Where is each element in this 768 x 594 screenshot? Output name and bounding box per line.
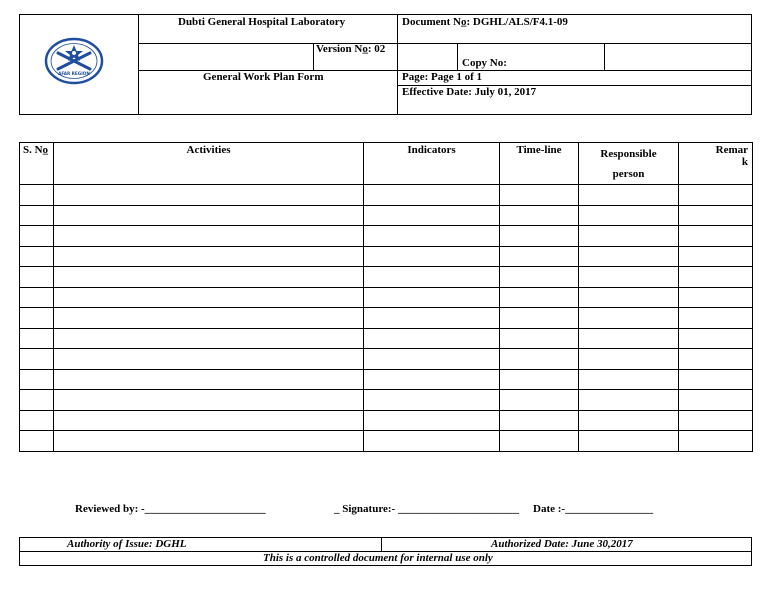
table-cell[interactable] — [20, 308, 54, 329]
table-cell[interactable] — [20, 349, 54, 370]
form-title: General Work Plan Form — [203, 71, 324, 83]
table-cell[interactable] — [54, 246, 364, 267]
table-cell[interactable] — [679, 410, 753, 431]
table-cell[interactable] — [364, 349, 500, 370]
authority-of-issue: Authority of Issue: DGHL — [67, 538, 187, 550]
table-cell[interactable] — [54, 431, 364, 452]
table-cell[interactable] — [500, 246, 579, 267]
table-cell[interactable] — [579, 267, 679, 288]
table-cell[interactable] — [20, 246, 54, 267]
header-divider — [397, 14, 398, 115]
table-cell[interactable] — [679, 267, 753, 288]
hospital-logo-emblem — [44, 37, 104, 85]
copy-number: Copy No: — [462, 57, 507, 69]
table-row — [20, 246, 753, 267]
header-divider — [138, 14, 139, 115]
lab-name: Dubti General Hospital Laboratory — [178, 16, 346, 28]
table-cell[interactable] — [579, 246, 679, 267]
table-cell[interactable] — [579, 185, 679, 206]
table-cell[interactable] — [364, 390, 500, 411]
table-cell[interactable] — [579, 308, 679, 329]
table-cell[interactable] — [364, 328, 500, 349]
work-plan-table — [19, 142, 753, 452]
table-row — [20, 185, 753, 206]
table-cell[interactable] — [579, 205, 679, 226]
table-cell[interactable] — [579, 431, 679, 452]
table-cell[interactable] — [679, 390, 753, 411]
table-cell[interactable] — [500, 431, 579, 452]
table-cell[interactable] — [20, 267, 54, 288]
table-cell[interactable] — [679, 226, 753, 247]
table-cell[interactable] — [679, 349, 753, 370]
table-cell[interactable] — [54, 185, 364, 206]
table-cell[interactable] — [20, 431, 54, 452]
table-row — [20, 369, 753, 390]
table-cell[interactable] — [54, 369, 364, 390]
table-cell[interactable] — [364, 287, 500, 308]
table-cell[interactable] — [364, 308, 500, 329]
table-cell[interactable] — [679, 205, 753, 226]
column-header-timeline: Time-line — [500, 143, 579, 185]
table-cell[interactable] — [20, 369, 54, 390]
table-row — [20, 410, 753, 431]
table-row — [20, 431, 753, 452]
table-cell[interactable] — [500, 410, 579, 431]
table-cell[interactable] — [679, 287, 753, 308]
table-cell[interactable] — [364, 185, 500, 206]
logo-text: AFAR REGION — [58, 71, 90, 76]
table-cell[interactable] — [579, 349, 679, 370]
table-row — [20, 267, 753, 288]
signature-field[interactable]: _ Signature:- ______________________ — [334, 503, 519, 515]
table-cell[interactable] — [20, 410, 54, 431]
column-header-responsible — [579, 143, 679, 185]
table-cell[interactable] — [679, 369, 753, 390]
table-cell[interactable] — [364, 410, 500, 431]
version-number: Version No̲: 02 — [316, 43, 386, 55]
table-cell[interactable] — [500, 390, 579, 411]
column-header-responsible-text: Responsible person — [600, 148, 657, 180]
controlled-document-note: This is a controlled document for internal use only — [263, 552, 493, 564]
table-cell[interactable] — [20, 185, 54, 206]
table-row — [20, 328, 753, 349]
header-divider — [604, 43, 605, 70]
table-cell[interactable] — [54, 226, 364, 247]
table-cell[interactable] — [364, 246, 500, 267]
column-header-activities: Activities — [54, 143, 364, 185]
table-cell[interactable] — [500, 287, 579, 308]
header-divider — [457, 43, 458, 70]
table-row — [20, 205, 753, 226]
table-cell[interactable] — [54, 205, 364, 226]
column-header-remark — [679, 143, 753, 185]
table-cell[interactable] — [679, 185, 753, 206]
table-cell[interactable] — [679, 308, 753, 329]
table-cell[interactable] — [500, 226, 579, 247]
table-cell[interactable] — [54, 287, 364, 308]
table-cell[interactable] — [500, 205, 579, 226]
authorized-date: Authorized Date: June 30,2017 — [491, 538, 633, 550]
table-cell[interactable] — [679, 246, 753, 267]
table-cell[interactable] — [20, 390, 54, 411]
table-cell[interactable] — [579, 287, 679, 308]
table-cell[interactable] — [20, 226, 54, 247]
column-header-serial: S. No̲ — [20, 143, 54, 185]
column-header-remark-text: Remark — [715, 144, 748, 169]
page-info: Page: Page 1 of 1 — [402, 71, 483, 83]
table-cell[interactable] — [54, 308, 364, 329]
table-cell[interactable] — [364, 226, 500, 247]
table-cell[interactable] — [579, 226, 679, 247]
table-cell[interactable] — [54, 328, 364, 349]
effective-date: Effective Date: July 01, 2017 — [402, 86, 537, 98]
table-row — [20, 390, 753, 411]
table-cell[interactable] — [679, 328, 753, 349]
header-divider — [138, 43, 752, 44]
table-row — [20, 226, 753, 247]
table-cell[interactable] — [20, 328, 54, 349]
table-cell[interactable] — [500, 185, 579, 206]
table-cell[interactable] — [20, 287, 54, 308]
column-header-indicators: Indicators — [364, 143, 500, 185]
header-divider — [313, 43, 314, 70]
table-cell[interactable] — [364, 431, 500, 452]
table-cell[interactable] — [579, 390, 679, 411]
table-cell[interactable] — [500, 349, 579, 370]
table-cell[interactable] — [54, 267, 364, 288]
date-field[interactable]: Date :-________________ — [533, 503, 654, 515]
table-row — [20, 308, 753, 329]
table-cell[interactable] — [579, 369, 679, 390]
table-cell[interactable] — [500, 267, 579, 288]
table-cell[interactable] — [500, 369, 579, 390]
table-cell[interactable] — [500, 328, 579, 349]
table-cell[interactable] — [679, 431, 753, 452]
table-row — [20, 287, 753, 308]
table-cell[interactable] — [579, 410, 679, 431]
table-cell[interactable] — [364, 369, 500, 390]
header-frame — [19, 14, 752, 115]
table-cell[interactable] — [54, 390, 364, 411]
document-number: Document No̲: DGHL/ALS/F4.1-09 — [402, 16, 568, 28]
table-cell[interactable] — [364, 205, 500, 226]
footer-divider — [381, 537, 382, 551]
table-cell[interactable] — [500, 308, 579, 329]
table-cell[interactable] — [20, 205, 54, 226]
table-header-row — [20, 143, 753, 185]
reviewed-by-field[interactable]: Reviewed by: -______________________ — [75, 503, 266, 515]
table-cell[interactable] — [54, 410, 364, 431]
table-cell[interactable] — [54, 349, 364, 370]
table-cell[interactable] — [364, 267, 500, 288]
table-row — [20, 349, 753, 370]
table-cell[interactable] — [579, 328, 679, 349]
